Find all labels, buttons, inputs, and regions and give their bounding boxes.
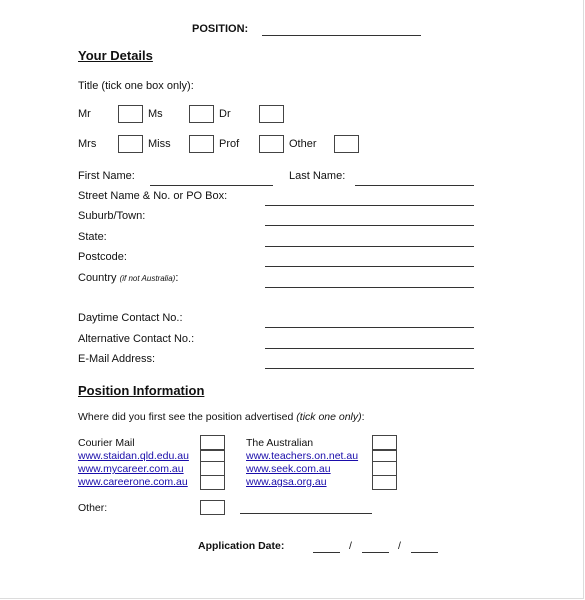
question-colon: :	[361, 411, 365, 423]
source-mycareer-checkbox[interactable]	[200, 461, 225, 476]
street-label: Street Name & No. or PO Box:	[78, 190, 228, 202]
source-courier-mail-checkbox[interactable]	[200, 435, 225, 450]
title-instruction: Title (tick one box only):	[78, 80, 194, 92]
date-separator-2: /	[398, 540, 401, 552]
other-source-checkbox[interactable]	[200, 500, 225, 515]
source-agsa-checkbox[interactable]	[372, 475, 397, 490]
title-dr-checkbox[interactable]	[259, 105, 284, 123]
postcode-field[interactable]	[265, 266, 474, 267]
other-source-field[interactable]	[240, 513, 372, 514]
title-dr-label: Dr	[219, 108, 231, 120]
application-date-month-field[interactable]	[362, 552, 389, 553]
source-seek-link[interactable]: www.seek.com.au	[246, 463, 331, 475]
application-date-label: Application Date:	[198, 540, 285, 552]
alt-contact-field[interactable]	[265, 348, 474, 349]
date-separator-1: /	[349, 540, 352, 552]
email-label: E-Mail Address:	[78, 353, 156, 365]
state-field[interactable]	[265, 246, 474, 247]
title-other-checkbox[interactable]	[334, 135, 359, 153]
position-info-heading: Position Information	[78, 383, 205, 398]
source-careerone-checkbox[interactable]	[200, 475, 225, 490]
suburb-label: Suburb/Town:	[78, 210, 146, 222]
daytime-contact-label: Daytime Contact No.:	[78, 312, 183, 324]
title-miss-label: Miss	[148, 138, 171, 150]
first-name-label: First Name:	[78, 170, 135, 182]
postcode-label: Postcode:	[78, 251, 127, 263]
state-label: State:	[78, 231, 107, 243]
title-mr-label: Mr	[78, 108, 91, 120]
country-label	[78, 272, 178, 285]
source-staidan-link[interactable]: www.staidan.qld.edu.au	[78, 450, 189, 462]
country-note: (if not Australia)	[119, 274, 176, 283]
title-ms-label: Ms	[148, 108, 163, 120]
last-name-label: Last Name:	[289, 170, 346, 182]
title-mrs-label: Mrs	[78, 138, 97, 150]
title-mrs-checkbox[interactable]	[118, 135, 143, 153]
source-teachers-link[interactable]: www.teachers.on.net.au	[246, 450, 359, 462]
email-field[interactable]	[265, 368, 474, 369]
title-prof-label: Prof	[219, 138, 240, 150]
title-prof-checkbox[interactable]	[259, 135, 284, 153]
alt-contact-label: Alternative Contact No.:	[78, 333, 195, 345]
country-colon: :	[175, 272, 179, 284]
suburb-field[interactable]	[265, 225, 474, 226]
application-date-year-field[interactable]	[411, 552, 438, 553]
source-seek-checkbox[interactable]	[372, 461, 397, 476]
question-note: (tick one only)	[296, 411, 362, 423]
street-field[interactable]	[265, 205, 474, 206]
other-source-label: Other:	[78, 502, 108, 514]
position-label: POSITION:	[192, 23, 249, 35]
last-name-field[interactable]	[355, 185, 474, 186]
daytime-contact-field[interactable]	[265, 327, 474, 328]
title-other-label: Other	[289, 138, 317, 150]
first-name-field[interactable]	[150, 185, 273, 186]
title-ms-checkbox[interactable]	[189, 105, 214, 123]
your-details-heading: Your Details	[78, 48, 153, 63]
source-australian-checkbox[interactable]	[372, 435, 397, 450]
application-date-day-field[interactable]	[313, 552, 340, 553]
position-field[interactable]	[262, 35, 421, 36]
country-text: Country	[78, 272, 117, 284]
title-miss-checkbox[interactable]	[189, 135, 214, 153]
source-australian-label: The Australian	[246, 437, 314, 449]
title-mr-checkbox[interactable]	[118, 105, 143, 123]
question-main: Where did you first see the position advertised	[78, 411, 297, 423]
advertised-question	[78, 411, 365, 424]
source-mycareer-link[interactable]: www.mycareer.com.au	[78, 463, 184, 475]
source-agsa-link[interactable]: www.agsa.org.au	[246, 476, 327, 488]
country-field[interactable]	[265, 287, 474, 288]
source-careerone-link[interactable]: www.careerone.com.au	[78, 476, 188, 488]
source-courier-mail-label: Courier Mail	[78, 437, 135, 449]
